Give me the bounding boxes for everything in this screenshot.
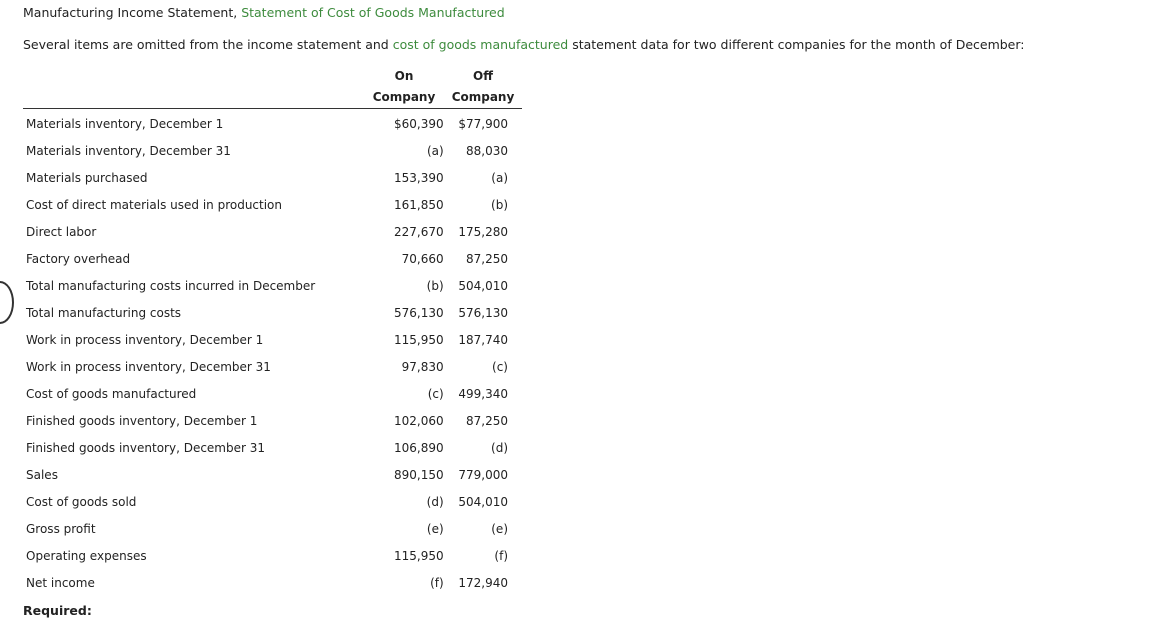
row-label: Materials inventory, December 31 bbox=[26, 143, 231, 158]
header-off-line1: Off bbox=[473, 69, 493, 83]
on-company-value: 97,830 bbox=[401, 359, 444, 374]
on-company-value: 70,660 bbox=[401, 251, 444, 266]
off-company-value: 87,250 bbox=[466, 251, 508, 266]
table-row bbox=[23, 542, 522, 569]
header-off-line2: Company bbox=[451, 90, 515, 104]
column-header-on-company bbox=[368, 66, 440, 108]
on-company-value: 161,850 bbox=[394, 197, 444, 212]
off-company-value: 779,000 bbox=[458, 467, 508, 482]
off-company-value: 187,740 bbox=[458, 332, 508, 347]
row-label: Cost of direct materials used in production bbox=[26, 197, 283, 212]
on-company-value: (a) bbox=[426, 143, 444, 158]
off-company-value: 499,340 bbox=[458, 386, 508, 401]
on-company-value: 115,950 bbox=[394, 548, 444, 563]
on-company-value: (b) bbox=[426, 278, 444, 293]
on-company-value: 106,890 bbox=[394, 440, 444, 455]
off-company-value: 576,130 bbox=[458, 305, 508, 320]
header-on-line2: Company bbox=[372, 90, 436, 104]
table-row bbox=[23, 191, 522, 218]
off-company-value: (f) bbox=[494, 548, 508, 563]
off-company-value: (b) bbox=[491, 197, 508, 212]
page-title bbox=[23, 5, 505, 21]
table-row bbox=[23, 164, 522, 191]
column-header-off-company bbox=[446, 66, 520, 108]
row-label: Operating expenses bbox=[26, 548, 147, 563]
intro-before: Several items are omitted from the income statement and bbox=[23, 37, 393, 52]
row-label: Work in process inventory, December 31 bbox=[26, 359, 271, 374]
row-label: Factory overhead bbox=[26, 251, 131, 266]
cursor-ring-icon bbox=[0, 281, 14, 324]
statement-link[interactable]: Statement of Cost of Goods Manufactured bbox=[241, 5, 505, 20]
table-row bbox=[23, 326, 522, 353]
off-company-value: 172,940 bbox=[458, 575, 508, 590]
table-row bbox=[23, 407, 522, 434]
on-company-value: 115,950 bbox=[394, 332, 444, 347]
off-company-value: 87,250 bbox=[466, 413, 508, 428]
off-company-value: (e) bbox=[491, 521, 508, 536]
on-company-value: (c) bbox=[427, 386, 444, 401]
table-row bbox=[23, 272, 522, 299]
off-company-value: 504,010 bbox=[458, 278, 508, 293]
table-row bbox=[23, 488, 522, 515]
row-label: Total manufacturing costs bbox=[26, 305, 182, 320]
on-company-value: 576,130 bbox=[394, 305, 444, 320]
on-company-value: 227,670 bbox=[394, 224, 444, 239]
row-label: Materials inventory, December 1 bbox=[26, 116, 224, 131]
required-heading: Required: bbox=[23, 603, 92, 618]
on-company-value: (d) bbox=[426, 494, 444, 509]
table-row bbox=[23, 515, 522, 542]
on-company-value: (f) bbox=[430, 575, 444, 590]
row-label: Direct labor bbox=[26, 224, 97, 239]
table-row bbox=[23, 299, 522, 326]
row-label: Cost of goods manufactured bbox=[26, 386, 197, 401]
header-rule bbox=[23, 108, 522, 109]
row-label: Finished goods inventory, December 1 bbox=[26, 413, 258, 428]
table-row bbox=[23, 461, 522, 488]
table-row bbox=[23, 245, 522, 272]
row-label: Net income bbox=[26, 575, 95, 590]
off-company-value: (a) bbox=[491, 170, 508, 185]
row-label: Cost of goods sold bbox=[26, 494, 137, 509]
title-prefix: Manufacturing Income Statement, bbox=[23, 5, 242, 20]
off-company-value: (c) bbox=[492, 359, 508, 374]
row-label: Gross profit bbox=[26, 521, 96, 536]
header-on-line1: On bbox=[394, 69, 414, 83]
table-row bbox=[23, 110, 522, 137]
off-company-value: $77,900 bbox=[458, 116, 508, 131]
on-company-value: (e) bbox=[426, 521, 444, 536]
on-company-value: 102,060 bbox=[394, 413, 444, 428]
table-row bbox=[23, 137, 522, 164]
off-company-value: 175,280 bbox=[458, 224, 508, 239]
row-label: Materials purchased bbox=[26, 170, 148, 185]
row-label: Sales bbox=[26, 467, 58, 482]
on-company-value: $60,390 bbox=[394, 116, 444, 131]
intro-after: statement data for two different companies for the month of December: bbox=[568, 37, 1025, 52]
row-label: Work in process inventory, December 1 bbox=[26, 332, 264, 347]
table-row bbox=[23, 353, 522, 380]
data-table bbox=[23, 110, 522, 596]
intro-text bbox=[23, 37, 1025, 53]
off-company-value: (d) bbox=[491, 440, 508, 455]
table-row bbox=[23, 434, 522, 461]
table-row bbox=[23, 218, 522, 245]
cogm-link[interactable]: cost of goods manufactured bbox=[392, 37, 569, 52]
row-label: Total manufacturing costs incurred in December bbox=[26, 278, 316, 293]
row-label: Finished goods inventory, December 31 bbox=[26, 440, 266, 455]
off-company-value: 88,030 bbox=[466, 143, 508, 158]
on-company-value: 890,150 bbox=[394, 467, 444, 482]
table-row bbox=[23, 569, 522, 596]
off-company-value: 504,010 bbox=[458, 494, 508, 509]
on-company-value: 153,390 bbox=[394, 170, 444, 185]
table-row bbox=[23, 380, 522, 407]
